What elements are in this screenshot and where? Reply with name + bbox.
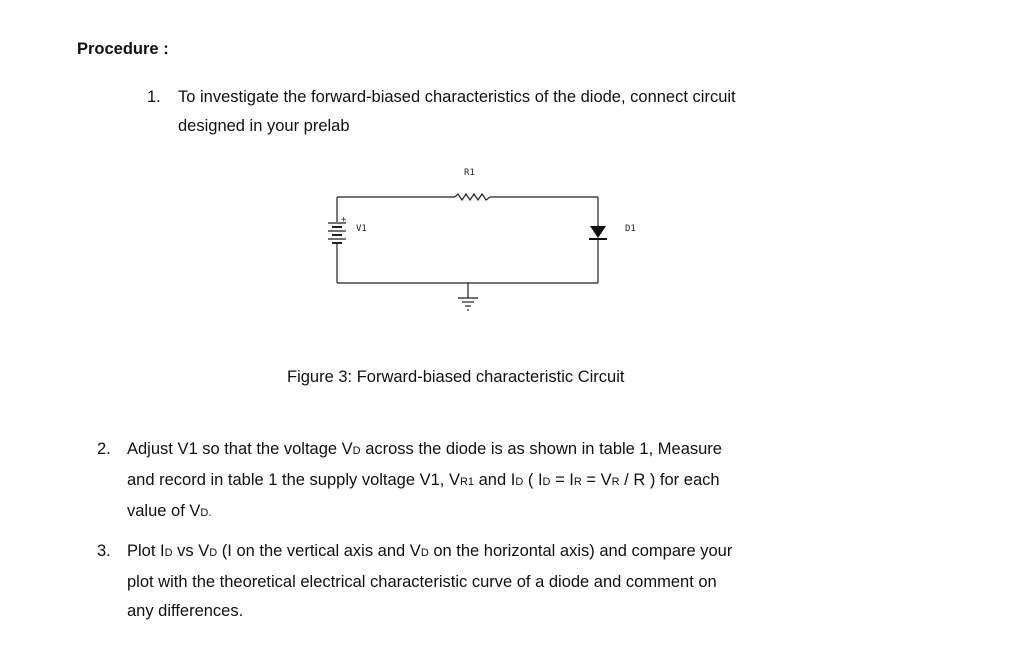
step-text: Adjust V1 so that the voltage VD across the diode is as shown in table 1, Measure and record in table 1 the supply voltage V1, VR1 and ID ( ID = IR = VR / R ) for each value of VD. [127, 440, 722, 520]
diode-d1 [589, 226, 607, 239]
step-text: To investigate the forward-biased characteristics of the diode, connect circuit designed in your prelab [178, 88, 736, 135]
step-number: 2. [97, 440, 111, 458]
ground-symbol [458, 298, 478, 310]
procedure-step-3 [97, 537, 857, 626]
label-r1: R1 [464, 168, 475, 178]
procedure-heading: Procedure : [77, 40, 169, 58]
step-text: Plot ID vs VD (I on the vertical axis and VD on the horizontal axis) and compare your plot with the theoretical electrical characteristic curve of a diode and comment on any differences. [127, 542, 733, 620]
label-plus: + [341, 215, 347, 225]
step-number: 1. [147, 88, 161, 106]
figure-caption: Figure 3: Forward-biased characteristic Circuit [287, 368, 625, 386]
battery-v1 [328, 223, 346, 243]
procedure-step-2 [97, 435, 857, 528]
step-number: 3. [97, 542, 111, 560]
label-d1: D1 [625, 224, 636, 234]
resistor-r1 [455, 194, 490, 200]
label-v1: V1 [356, 224, 367, 234]
